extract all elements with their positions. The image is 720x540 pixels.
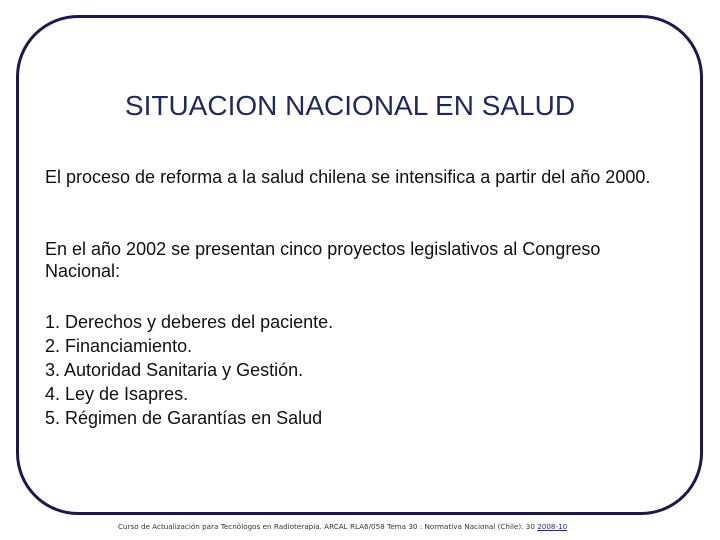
list-item: 3. Autoridad Sanitaria y Gestión. bbox=[45, 360, 304, 380]
slide-footer bbox=[118, 522, 678, 532]
list-item: 1. Derechos y deberes del paciente. bbox=[45, 312, 334, 332]
list-item: 2. Financiamiento. bbox=[45, 336, 193, 356]
slide-title: SITUACION NACIONAL EN SALUD bbox=[124, 90, 576, 121]
list-item: 4. Ley de Isapres. bbox=[45, 384, 189, 404]
legislative-projects-list bbox=[45, 310, 655, 430]
footer-year: 2008-10 bbox=[537, 522, 568, 531]
intro-paragraph: El proceso de reforma a la salud chilena se intensifica a partir del año 2000. bbox=[45, 167, 651, 187]
projects-paragraph: En el año 2002 se presentan cinco proyectos legislativos al Congreso Nacional: bbox=[45, 239, 601, 281]
footer-course-text: Curso de Actualización para Tecnólogos en Radioterapia. ARCAL RLA6/058 Tema 30 : Normativa Nacional (Chile). 30 bbox=[118, 522, 535, 531]
list-item: 5. Régimen de Garantías en Salud bbox=[45, 408, 323, 428]
